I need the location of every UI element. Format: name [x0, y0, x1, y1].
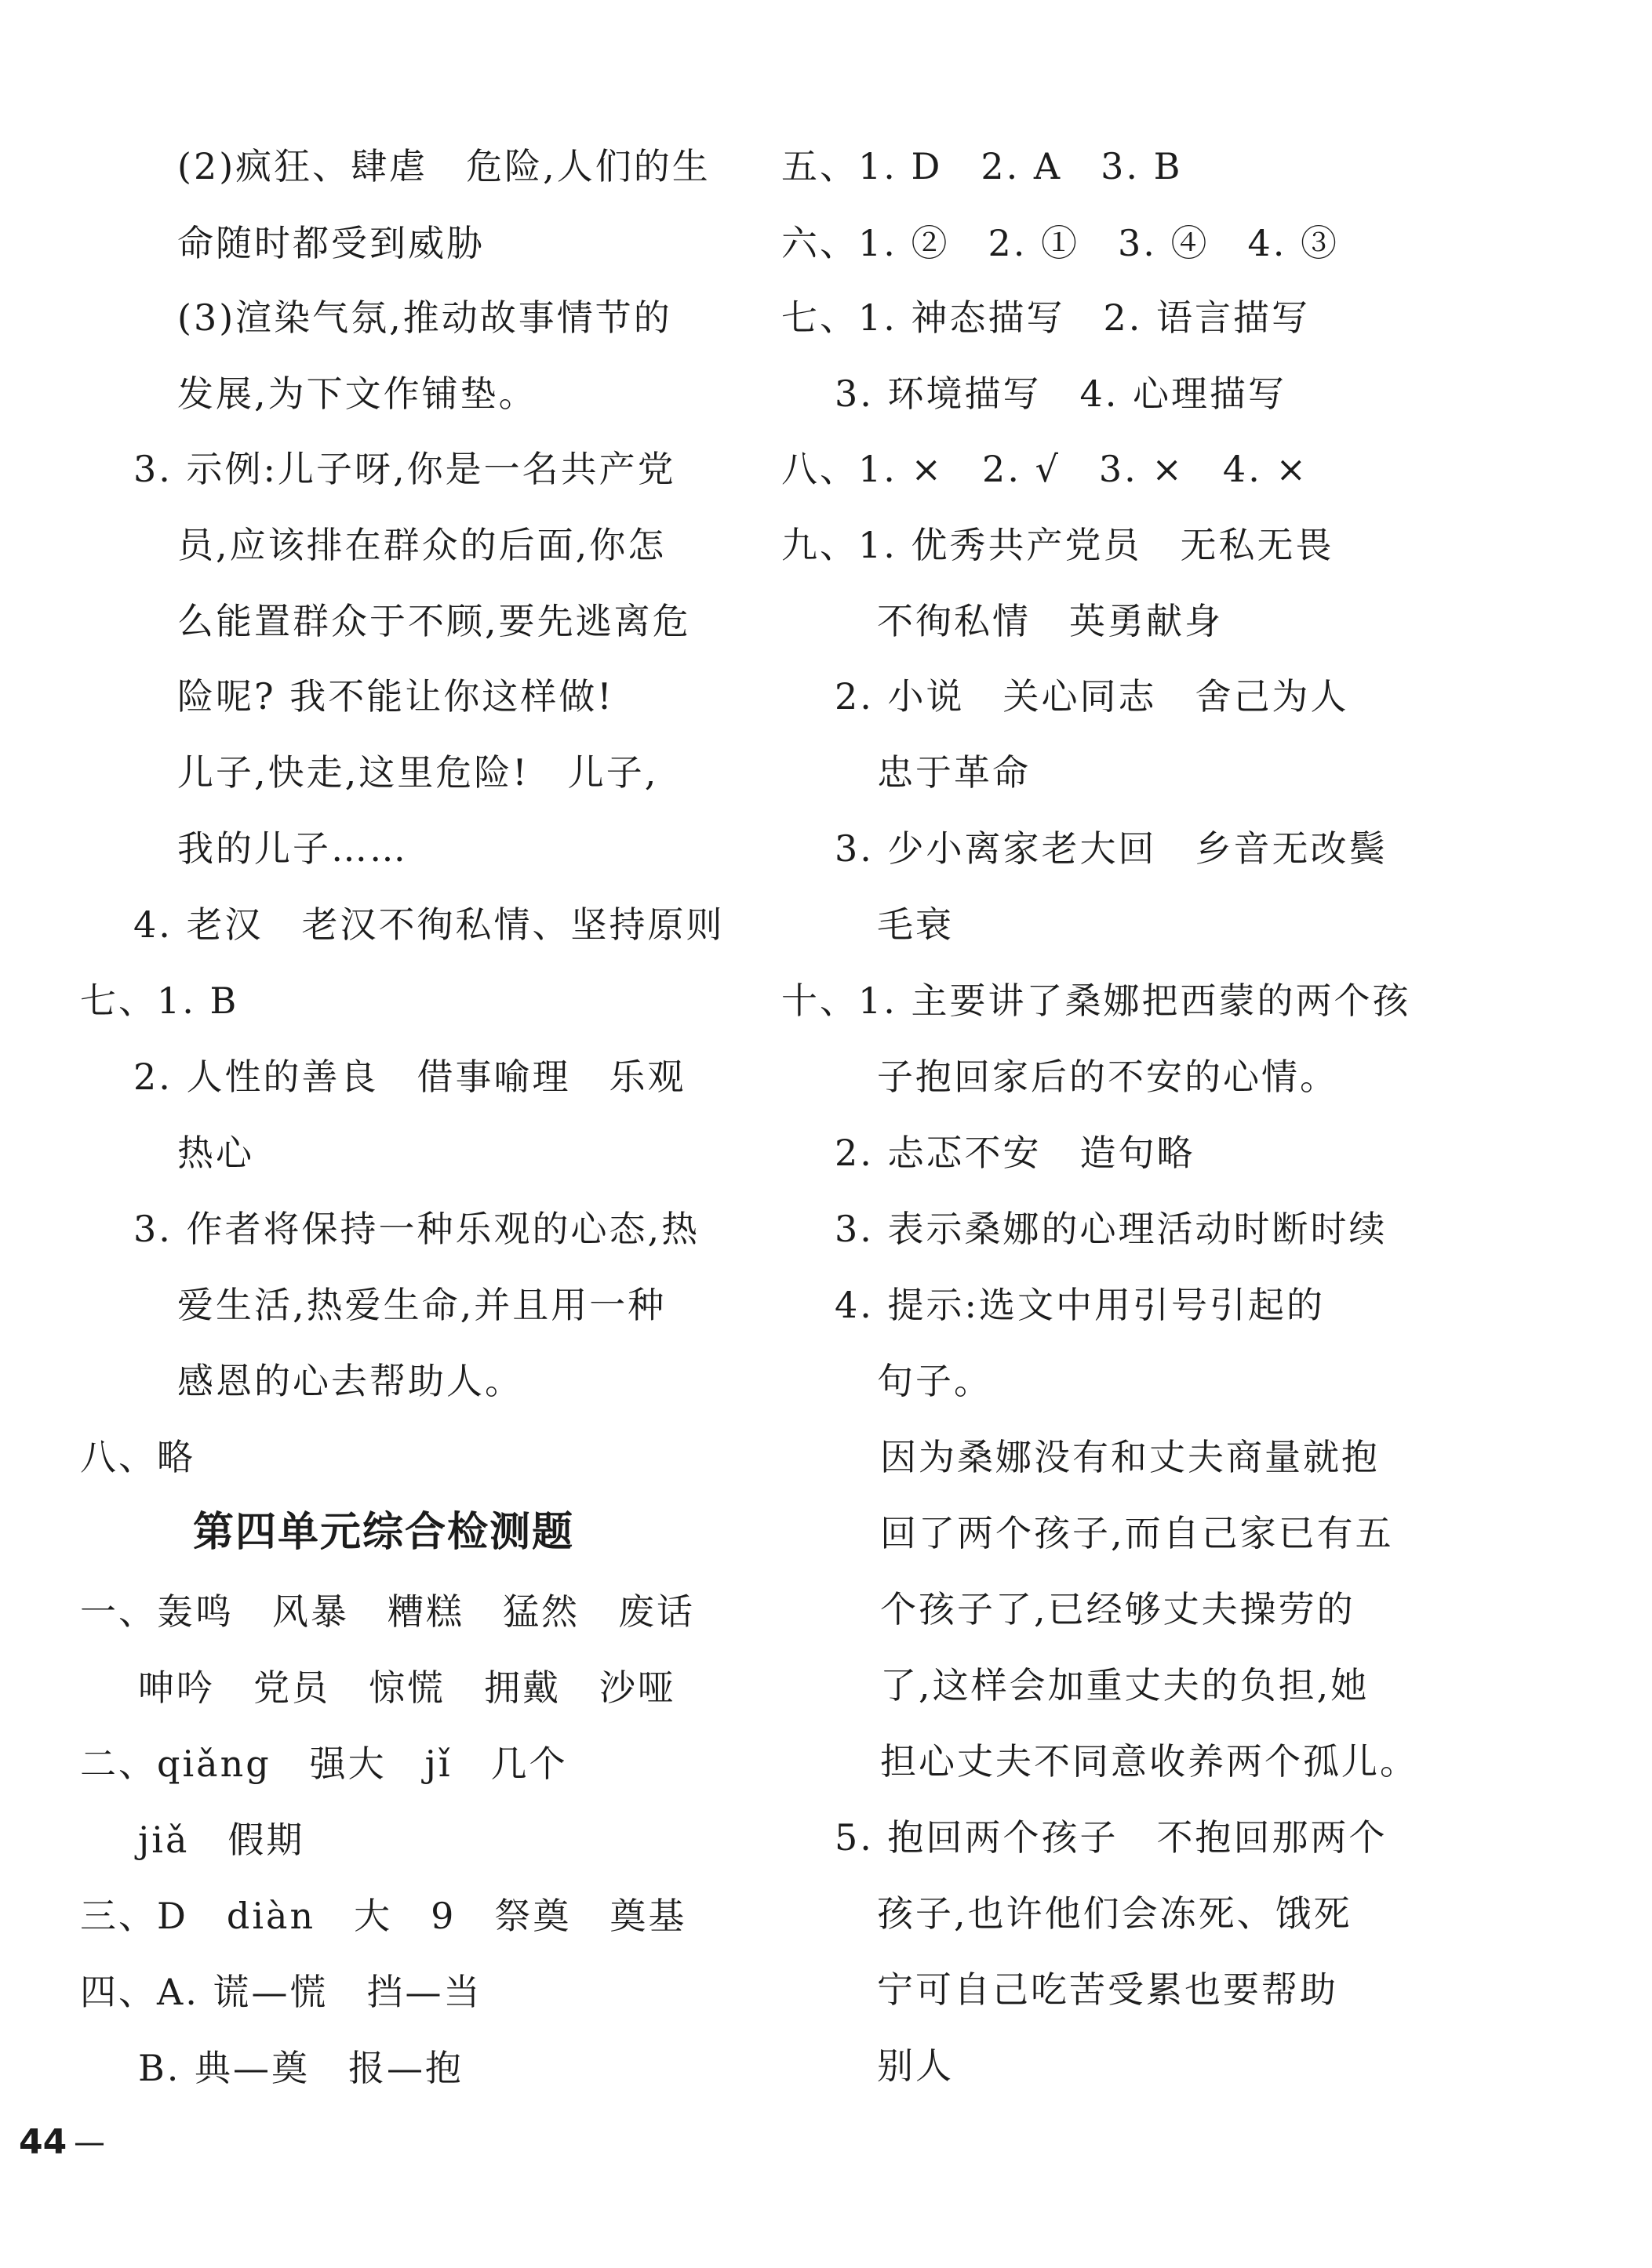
text-line: 忠于革命: [877, 751, 1031, 794]
text-line: 2. 忐忑不安 造句略: [835, 1132, 1195, 1174]
text-line: 3. 少小离家老大回 乡音无改鬓: [835, 827, 1388, 870]
text-line: 么能置群众于不顾,要先逃离危: [177, 600, 691, 642]
text-line: 险呢? 我不能让你这样做!: [177, 675, 614, 718]
text-line: 句子。: [877, 1360, 992, 1402]
text-line: 八、略: [80, 1436, 195, 1478]
text-line: 不徇私情 英勇献身: [877, 600, 1223, 642]
page-number: 44: [19, 2122, 67, 2162]
text-line: 3. 环境描写 4. 心理描写: [835, 373, 1287, 415]
text-line: 5. 抱回两个孩子 不抱回那两个: [835, 1816, 1388, 1859]
text-line: (3)渲染气氛,推动故事情节的: [177, 296, 672, 339]
text-line: 3. 示例:儿子呀,你是一名共产党: [133, 448, 676, 490]
text-line: 个孩子了,已经够丈夫操劳的: [880, 1588, 1355, 1630]
text-line: 七、1. B: [80, 980, 239, 1022]
text-line: 2. 人性的善良 借事喻理 乐观: [133, 1056, 686, 1098]
text-line: 2. 小说 关心同志 舍己为人: [835, 675, 1349, 718]
text-line: 发展,为下文作铺垫。: [177, 373, 537, 415]
text-line: 四、A. 谎—慌 挡—当: [80, 1971, 482, 2013]
text-line: 五、1. D 2. A 3. B: [781, 145, 1183, 187]
text-line: 感恩的心去帮助人。: [177, 1360, 523, 1402]
text-line: 回了两个孩子,而自己家已有五: [880, 1512, 1394, 1554]
text-line: 毛衰: [877, 903, 954, 946]
text-line: 4. 提示:选文中用引号引起的: [835, 1284, 1326, 1326]
text-line: 热心: [177, 1132, 254, 1174]
text-line: 一、轰鸣 风暴 糟糕 猛然 废话: [80, 1590, 695, 1633]
text-line: 担心丈夫不同意收养两个孤儿。: [880, 1740, 1418, 1783]
text-line: 儿子,快走,这里危险! 儿子,: [177, 751, 659, 794]
text-line: 三、D diàn 大 9 祭奠 奠基: [80, 1895, 687, 1937]
text-line: 七、1. 神态描写 2. 语言描写: [781, 296, 1311, 339]
text-line: 宁可自己吃苦受累也要帮助: [877, 1968, 1338, 2011]
text-line: 子抱回家后的不安的心情。: [877, 1056, 1338, 1098]
text-line: 3. 作者将保持一种乐观的心态,热: [133, 1208, 700, 1250]
text-line: 九、1. 优秀共产党员 无私无畏: [781, 524, 1334, 566]
text-line: 别人: [877, 2044, 954, 2087]
text-line: 因为桑娜没有和丈夫商量就抱: [880, 1436, 1380, 1478]
text-line: 六、1. ② 2. ① 3. ④ 4. ③: [781, 222, 1340, 264]
text-line: 我的儿子……: [177, 827, 408, 870]
text-line: jiǎ 假期: [138, 1819, 305, 1861]
text-line: 八、1. × 2. √ 3. × 4. ×: [781, 448, 1308, 490]
text-line: 了,这样会加重丈夫的负担,她: [880, 1664, 1370, 1706]
text-line: B. 典—奠 报—抱: [138, 2047, 464, 2089]
text-line: 二、qiǎng 强大 jǐ 几个: [80, 1743, 568, 1785]
text-line: 员,应该排在群众的后面,你怎: [177, 524, 667, 566]
text-line: 呻吟 党员 惊慌 拥戴 沙哑: [138, 1666, 676, 1709]
section-heading: 第四单元综合检测题: [193, 1509, 575, 1556]
text-line: 孩子,也许他们会冻死、饿死: [877, 1892, 1352, 1935]
page-number-dash: —: [74, 2124, 105, 2161]
text-line: 十、1. 主要讲了桑娜把西蒙的两个孩: [781, 980, 1411, 1022]
text-line: 爱生活,热爱生命,并且用一种: [177, 1284, 667, 1326]
text-line: 4. 老汉 老汉不徇私情、坚持原则: [133, 903, 725, 946]
text-line: 3. 表示桑娜的心理活动时断时续: [835, 1208, 1388, 1250]
text-line: (2)疯狂、肆虐 危险,人们的生: [177, 145, 711, 187]
text-line: 命随时都受到威胁: [177, 222, 485, 264]
